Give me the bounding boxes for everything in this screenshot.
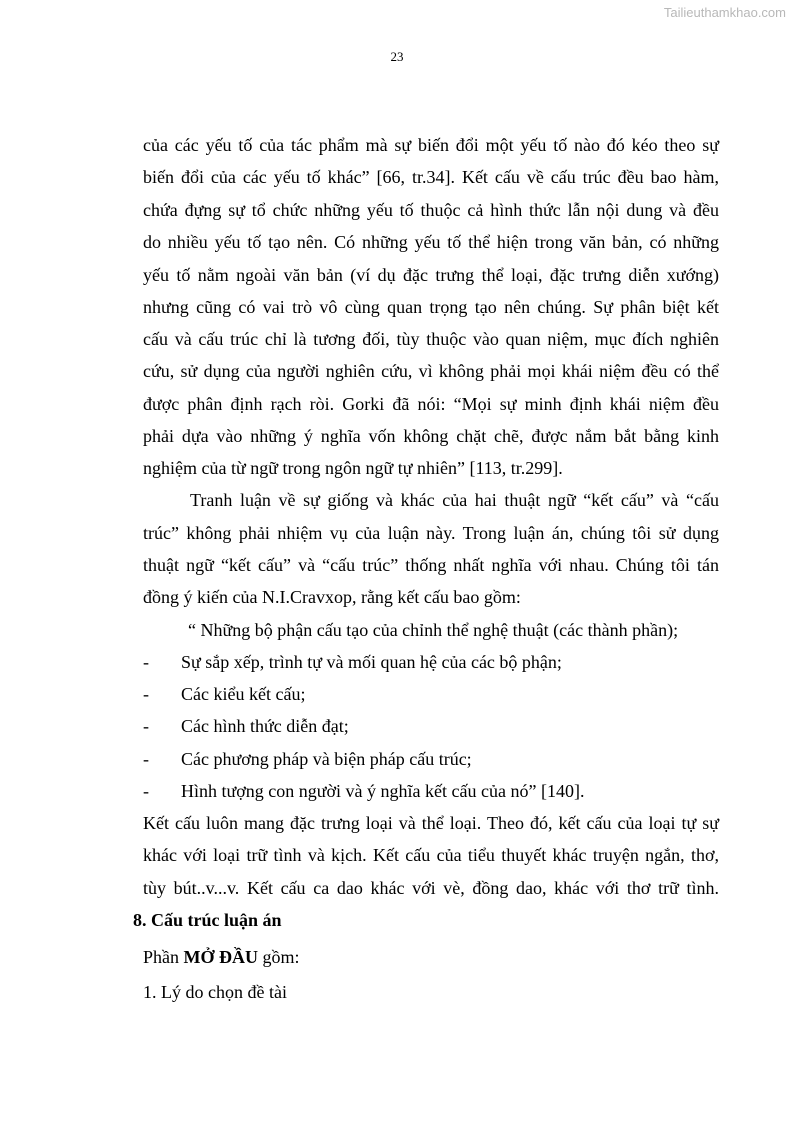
text-line: thuật ngữ “kết cấu” và “cấu trúc” thống nhất nghĩa với nhau. Chúng tôi tán bbox=[143, 555, 719, 575]
section-heading: 8. Cấu trúc luận án bbox=[133, 910, 282, 930]
text-line: nhưng cũng có vai trò vô cùng quan trọng tạo nên chúng. Sự phân biệt kết bbox=[143, 297, 719, 317]
text-line: biến đổi của các yếu tố khác” [66, tr.34]. Kết cấu về cấu trúc đều bao hàm, bbox=[143, 167, 719, 187]
text-line: nghiệm của từ ngữ trong ngôn ngữ tự nhiên” [113, tr.299]. bbox=[143, 458, 563, 478]
intro-bold: MỞ ĐẦU bbox=[183, 947, 258, 967]
text-line: tùy bút..v...v. Kết cấu ca dao khác với vè, đồng dao, khác với thơ trữ tình. bbox=[143, 878, 719, 898]
intro-line bbox=[143, 945, 719, 969]
quote-intro: “ Những bộ phận cấu tạo của chỉnh thể nghệ thuật (các thành phần); bbox=[188, 620, 679, 640]
text-line: đồng ý kiến của N.I.Cravxop, rằng kết cấu bao gồm: bbox=[143, 587, 521, 607]
text-line: Tranh luận về sự giống và khác của hai thuật ngữ “kết cấu” và “cấu bbox=[190, 490, 719, 510]
list-item: Hình tượng con người và ý nghĩa kết cấu của nó” [140]. bbox=[181, 781, 585, 801]
list-item: Sự sắp xếp, trình tự và mối quan hệ của các bộ phận; bbox=[181, 652, 562, 672]
text-line: Kết cấu luôn mang đặc trưng loại và thể loại. Theo đó, kết cấu của loại tự sự bbox=[143, 813, 719, 833]
list-item: Các hình thức diễn đạt; bbox=[181, 716, 349, 736]
page-number: 23 bbox=[390, 49, 404, 64]
bullet-dash: - bbox=[143, 684, 149, 704]
text-line: cấu và cấu trúc chỉ là tương đối, tùy thuộc vào quan niệm, mục đích nghiên bbox=[143, 329, 719, 349]
text-line: chứa đựng sự tổ chức những yếu tố thuộc cả hình thức lẫn nội dung và đều bbox=[143, 200, 719, 220]
text-line: trúc” không phải nhiệm vụ của luận này. Trong luận án, chúng tôi sử dụng bbox=[143, 523, 719, 543]
intro-prefix: Phần bbox=[143, 947, 184, 967]
text-line: được phân định rạch ròi. Gorki đã nói: “Mọi sự minh định khái niệm đều bbox=[143, 394, 719, 414]
list-item-1: 1. Lý do chọn đề tài bbox=[143, 982, 287, 1002]
bullet-dash: - bbox=[143, 749, 149, 769]
intro-suffix: gồm: bbox=[258, 947, 300, 967]
list-item: Các phương pháp và biện pháp cấu trúc; bbox=[181, 749, 472, 769]
bullet-dash: - bbox=[143, 716, 149, 736]
text-line: của các yếu tố của tác phẩm mà sự biến đổi một yếu tố nào đó kéo theo sự bbox=[143, 135, 719, 155]
bullet-dash: - bbox=[143, 652, 149, 672]
watermark: Tailieuthamkhao.com bbox=[663, 5, 786, 20]
list-item: Các kiểu kết cấu; bbox=[181, 684, 306, 704]
text-line: cứu, sử dụng của người nghiên cứu, vì không phải mọi khái niệm đều có thể bbox=[143, 361, 719, 381]
text-line: do nhiều yếu tố tạo nên. Có những yếu tố thể hiện trong văn bản, có những bbox=[143, 232, 719, 252]
text-line: khác với loại trữ tình và kịch. Kết cấu của tiểu thuyết khác truyện ngắn, thơ, bbox=[143, 845, 719, 865]
text-line: yếu tố nằm ngoài văn bản (ví dụ đặc trưng thể loại, đặc trưng diễn xướng) bbox=[143, 265, 719, 285]
bullet-dash: - bbox=[143, 781, 149, 801]
text-line: phải dựa vào những ý nghĩa vốn không chặt chẽ, được nắm bắt bằng kinh bbox=[143, 426, 719, 446]
